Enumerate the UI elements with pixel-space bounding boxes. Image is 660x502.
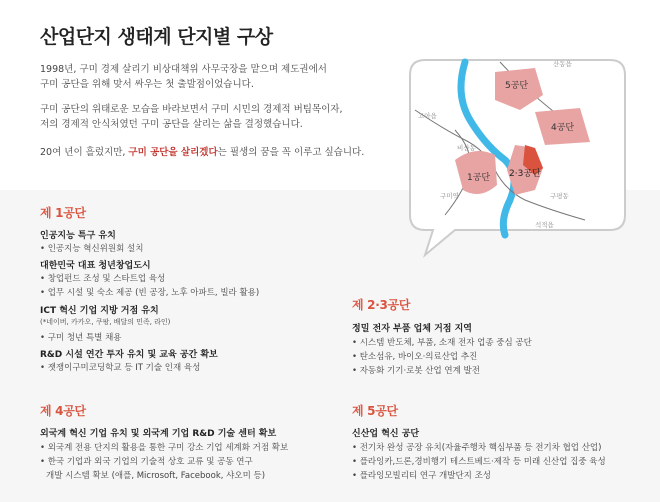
intro-text: 는 필생의 꿈을 꼭 이루고 싶습니다. (217, 147, 365, 158)
label-seokjeok: 석적읍 (535, 221, 554, 229)
label-sandong: 산동읍 (553, 60, 572, 68)
intro-line: 1998년, 구미 경제 살리기 비상대책위 사무국장을 맡으며 제도권에서 (40, 64, 327, 75)
s1-item: • 구미 청년 특별 채용 (40, 333, 122, 343)
section-1-title: 제 1공단 (40, 206, 86, 220)
page-title: 산업단지 생태계 단지별 구상 (40, 26, 273, 48)
intro-paragraph-3 (40, 145, 380, 160)
s4-item: • 외국계 전용 단지의 활용을 통한 구미 강소 기업 세계화 거점 확보 (40, 443, 289, 453)
label-gumi-station: 구미역 (440, 192, 459, 200)
s1-heading: 인공지능 특구 유치 (40, 231, 116, 241)
s4-item: • 한국 기업과 외국 기업의 기술적 상호 교류 및 공동 연구 (40, 457, 253, 467)
s5-item: • 전기차 완성 공장 유치(자율주행차 핵심부품 등 전기차 협업 산업) (352, 443, 602, 453)
intro-highlight: 구미 공단을 살리겠다 (128, 147, 218, 158)
label-seonsan: 비산동 (457, 144, 476, 152)
s1-note: (*네이버, 카카오, 쿠팡, 배달의 민족, 라인) (40, 318, 171, 326)
s1-item: • 창업펀드 조성 및 스타트업 육성 (40, 274, 166, 284)
section-5-title: 제 5공단 (352, 404, 398, 418)
industrial-complex-map (385, 50, 630, 260)
section-23-title: 제 2·3공단 (352, 298, 411, 312)
s23-item: • 자동화 기기·로봇 산업 연계 발전 (352, 366, 480, 376)
s23-item: • 시스템 반도체, 부품, 소재 전자 업종 중심 공단 (352, 338, 532, 348)
section-4-title: 제 4공단 (40, 404, 86, 418)
label-c23: 2·3공단 (509, 169, 541, 179)
intro-paragraph-1 (40, 62, 380, 92)
intro-text: 20여 년이 흘렀지만, (40, 147, 129, 158)
label-c4: 4공단 (551, 123, 575, 133)
s23-heading: 정밀 전자 부품 업체 거점 지역 (352, 324, 472, 334)
s1-heading: 대한민국 대표 청년창업도시 (40, 261, 151, 271)
s4-heading: 외국계 혁신 기업 유치 및 외국계 기업 R&D 기술 센터 확보 (40, 429, 277, 439)
s5-heading: 신산업 혁신 공단 (352, 429, 420, 439)
intro-line: 구미 공단을 위해 맞서 싸우는 첫 출발점이었습니다. (40, 79, 254, 90)
intro-line: 구미 공단의 위태로운 모습을 바라보면서 구미 시민의 경제적 버팀목이자, (40, 104, 343, 115)
s23-item: • 탄소섬유, 바이오·의료산업 추진 (352, 352, 478, 362)
intro-paragraph-2 (40, 102, 380, 132)
s1-item: • 인공지능 혁신위원회 설치 (40, 244, 144, 254)
s1-item: • 잿쟁이구미코딩학교 등 IT 기술 인재 육성 (40, 363, 201, 373)
s5-item: • 플라잉모빌리티 연구 개발단지 조성 (352, 471, 491, 481)
intro-line: 저의 경제적 안식처였던 구미 공단을 살리는 삶을 결정했습니다. (40, 119, 303, 130)
label-c1: 1공단 (467, 173, 491, 183)
s1-heading: R&D 시설 연간 투자 유치 및 교육 공간 확보 (40, 350, 218, 360)
label-goa: 고아읍 (418, 112, 437, 120)
label-gumi-dong: 구평동 (550, 192, 569, 200)
label-c5: 5공단 (505, 81, 529, 91)
s1-item: • 업무 시설 및 숙소 제공 (빈 공장, 노후 아파트, 빌라 활용) (40, 288, 260, 298)
s1-heading: ICT 혁신 기업 지방 거점 유치 (40, 306, 159, 316)
s4-item: 개발 시스템 확보 (애플, Microsoft, Facebook, 샤오미 등) (46, 471, 266, 481)
s5-item: • 플라잉카,드론,경비행기 테스트베드·제작 등 미래 신산업 집중 육성 (352, 457, 606, 467)
